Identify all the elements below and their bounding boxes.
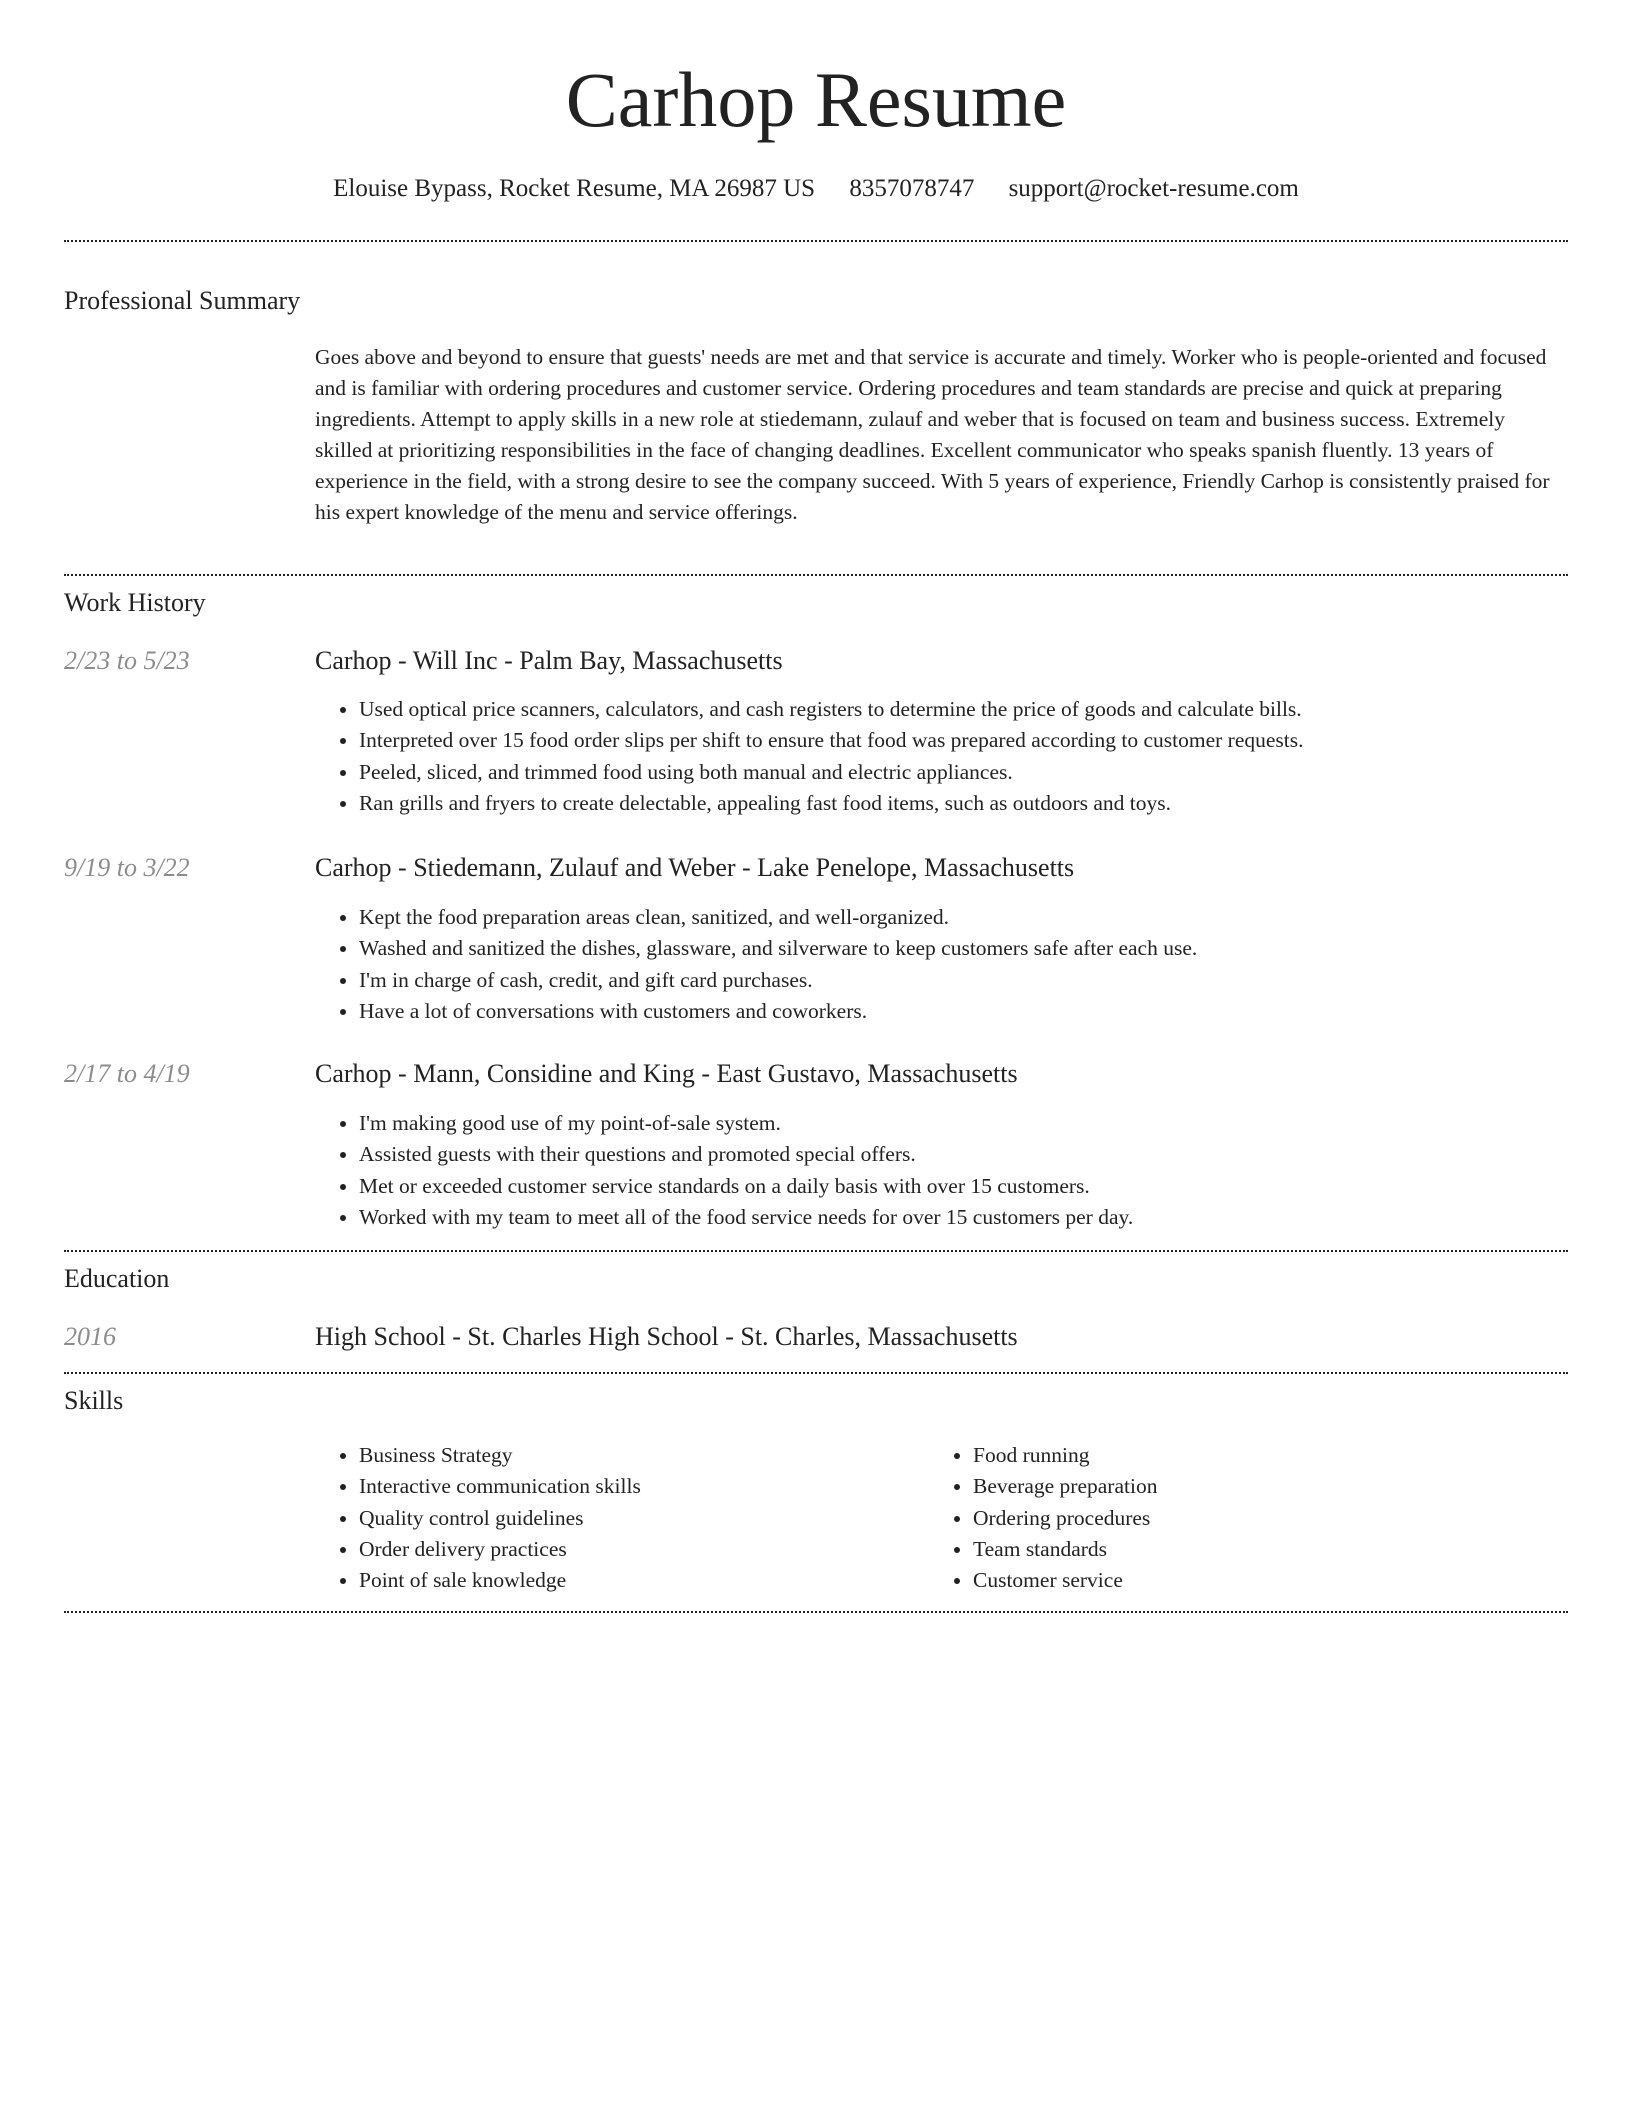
- education-year: 2016: [64, 1322, 116, 1351]
- list-item: • Order delivery practices: [359, 1534, 919, 1565]
- work-history-heading: Work History: [64, 588, 206, 617]
- summary-heading: Professional Summary: [64, 286, 301, 315]
- list-item: • Business Strategy: [359, 1440, 919, 1471]
- job-dates: 9/19 to 3/22: [64, 853, 190, 882]
- job-title: Carhop - Stiedemann, Zulauf and Weber - Lake Penelope, Massachusetts: [315, 853, 1075, 882]
- list-item: • Assisted guests with their questions and promoted special offers.: [359, 1139, 1559, 1170]
- list-item: • I'm making good use of my point-of-sale system.: [359, 1108, 1559, 1139]
- list-item: • Food running: [973, 1440, 1533, 1471]
- job-duties: [315, 902, 1559, 1027]
- list-item: • I'm in charge of cash, credit, and gift card purchases.: [359, 965, 1559, 996]
- list-item: • Peeled, sliced, and trimmed food using both manual and electric appliances.: [359, 757, 1559, 788]
- list-item: • Met or exceeded customer service standards on a daily basis with over 15 customers.: [359, 1171, 1559, 1202]
- list-item: • Kept the food preparation areas clean, sanitized, and well-organized.: [359, 902, 1559, 933]
- contact-line: [0, 171, 1632, 207]
- job-dates: 2/23 to 5/23: [64, 646, 190, 675]
- list-item: • Have a lot of conversations with customers and coworkers.: [359, 996, 1559, 1027]
- skills-heading: Skills: [64, 1386, 124, 1415]
- divider: [64, 1611, 1568, 1613]
- contact-address: Elouise Bypass, Rocket Resume, MA 26987 US: [333, 175, 816, 202]
- list-item: • Ran grills and fryers to create delectable, appealing fast food items, such as outdoors and toys.: [359, 788, 1559, 819]
- resume-title: Carhop Resume: [565, 56, 1067, 143]
- list-item: • Worked with my team to meet all of the food service needs for over 15 customers per day.: [359, 1202, 1559, 1233]
- job-title: Carhop - Mann, Considine and King - East Gustavo, Massachusetts: [315, 1059, 1018, 1088]
- list-item: • Washed and sanitized the dishes, glassware, and silverware to keep customers safe after each use.: [359, 933, 1559, 964]
- list-item: • Team standards: [973, 1534, 1533, 1565]
- summary-text: Goes above and beyond to ensure that guests' needs are met and that service is accurate and timely. Worker who is people-oriented and focused and is familiar with ordering procedures and customer service. Ordering procedures and team standards are precise and quick at preparing ingredients. Attempt to apply skills in a new role at stiedemann, zulauf and weber that is focused on team and business success. Extremely skilled at prioritizing responsibilities in the face of changing deadlines. Excellent communicator who speaks spanish fluently. 13 years of experience in the field, with a strong desire to see the company succeed. With 5 years of experience, Friendly Carhop is consistently praised for his expert knowledge of the menu and service offerings.: [315, 345, 1550, 524]
- list-item: • Point of sale knowledge: [359, 1565, 919, 1596]
- contact-email: support@rocket-resume.com: [1008, 175, 1299, 202]
- list-item: • Interactive communication skills: [359, 1471, 919, 1502]
- job-duties: [315, 694, 1559, 819]
- skills-list-left: [315, 1440, 919, 1596]
- list-item: • Quality control guidelines: [359, 1503, 919, 1534]
- education-entry: High School - St. Charles High School - St. Charles, Massachusetts: [315, 1322, 1018, 1351]
- job-title: Carhop - Will Inc - Palm Bay, Massachusetts: [315, 646, 783, 675]
- job-duties: [315, 1108, 1559, 1233]
- skills-list-right: [929, 1440, 1533, 1596]
- contact-phone: 8357078747: [849, 175, 975, 202]
- job-dates: 2/17 to 4/19: [64, 1059, 190, 1088]
- divider: [64, 574, 1568, 576]
- list-item: • Beverage preparation: [973, 1471, 1533, 1502]
- list-item: • Used optical price scanners, calculators, and cash registers to determine the price of goods and calculate bills.: [359, 694, 1559, 725]
- divider: [64, 1372, 1568, 1374]
- list-item: • Ordering procedures: [973, 1503, 1533, 1534]
- list-item: • Customer service: [973, 1565, 1533, 1596]
- education-heading: Education: [64, 1264, 170, 1293]
- divider: [64, 240, 1568, 242]
- list-item: • Interpreted over 15 food order slips per shift to ensure that food was prepared according to customer requests.: [359, 725, 1559, 756]
- divider: [64, 1250, 1568, 1252]
